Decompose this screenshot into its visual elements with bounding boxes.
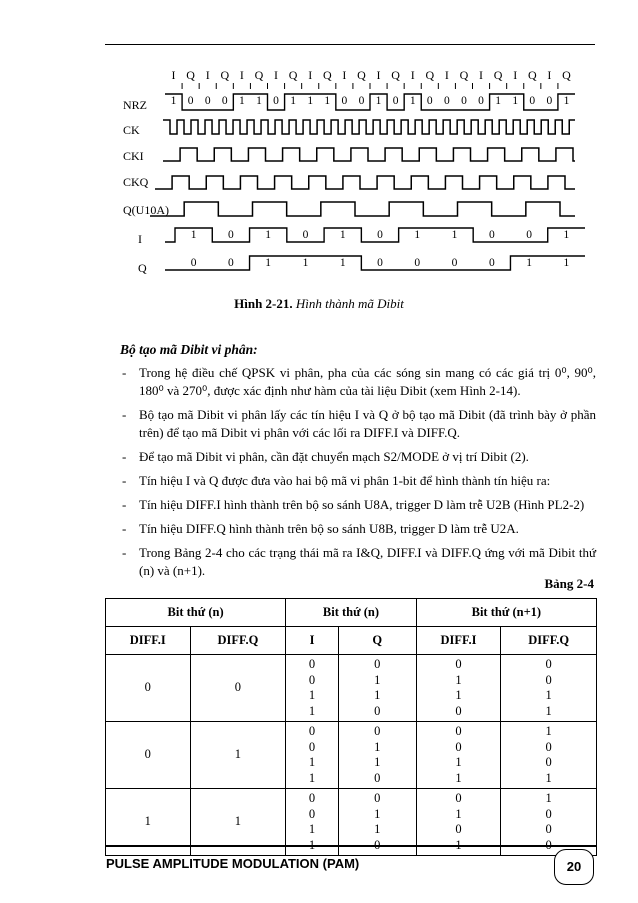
section-title: Bộ tạo mã Dibit vi phân: bbox=[120, 342, 258, 357]
bullet-list bbox=[122, 364, 596, 586]
cell-value: 1 bbox=[308, 770, 316, 785]
i-signal-bit-label: 1 bbox=[265, 229, 272, 241]
i-signal-bit-label: 0 bbox=[302, 229, 309, 241]
bullet-item: - Để tạo mã Dibit vi phân, cần đặt chuyển mạch S2/MODE ở vị trí Dibit (2). bbox=[122, 448, 596, 466]
cell-value: 0 bbox=[374, 791, 381, 805]
group-header: Bit thứ (n) bbox=[106, 599, 286, 627]
cell-value: 0 bbox=[308, 724, 316, 738]
cell-value: 1 bbox=[374, 806, 381, 821]
i-signal-bit-label: 0 bbox=[488, 229, 495, 241]
q-signal-bit-label: 1 bbox=[339, 257, 346, 269]
table-cell bbox=[501, 655, 597, 722]
table-column-header bbox=[106, 627, 597, 655]
table-cell: 0 bbox=[190, 655, 286, 722]
cell-value: 1 bbox=[545, 703, 552, 718]
q-signal-bit-label: 0 bbox=[414, 257, 421, 269]
cell-value: 1 bbox=[455, 806, 462, 821]
cell-value: 0 bbox=[308, 657, 316, 671]
iq-header-label: Q bbox=[459, 68, 469, 82]
cell-value: 0 bbox=[308, 806, 316, 821]
ck-waveform bbox=[163, 120, 575, 134]
iq-header-label: I bbox=[410, 68, 415, 82]
q-signal-bit-label: 0 bbox=[488, 257, 495, 269]
cell-value: 1 bbox=[374, 755, 381, 769]
caption-text: Hình thành mã Dibit bbox=[295, 296, 404, 311]
iq-header-label: I bbox=[376, 68, 381, 82]
signal-label: CKI bbox=[123, 149, 144, 163]
cell-value: 0 bbox=[308, 791, 316, 805]
q-signal-bit-label: 1 bbox=[265, 257, 272, 269]
cell-value: 1 bbox=[455, 837, 462, 852]
iq-header-label: I bbox=[342, 68, 347, 82]
cell-value: 1 bbox=[545, 770, 552, 785]
iq-header-label: I bbox=[479, 68, 484, 82]
q-signal-bit-label: 1 bbox=[526, 257, 532, 269]
cell-value: 1 bbox=[455, 688, 462, 702]
table-group-header bbox=[106, 599, 597, 627]
cell-value: 1 bbox=[308, 688, 316, 702]
bullet-item: - Tín hiệu DIFF.I hình thành trên bộ so sánh U8A, trigger D làm trễ U2B (Hình PL2-2) bbox=[122, 496, 596, 514]
group-header: Bit thứ (n) bbox=[286, 599, 417, 627]
cell-value: 1 bbox=[455, 672, 462, 687]
cell-value: 0 bbox=[455, 657, 462, 671]
cell-value: 0 bbox=[545, 837, 552, 852]
nrz-bit-label: 0 bbox=[221, 95, 228, 107]
cell-value: 1 bbox=[374, 739, 381, 754]
signal-label: I bbox=[138, 232, 142, 246]
iq-header-label: Q bbox=[391, 68, 400, 82]
table-row bbox=[106, 722, 597, 789]
nrz-bit-label: 0 bbox=[358, 95, 365, 107]
cell-value: 0 bbox=[455, 724, 462, 738]
iq-header-label: Q bbox=[186, 68, 195, 82]
q-signal-bit-label: 1 bbox=[302, 257, 309, 269]
cell-value: 1 bbox=[374, 822, 381, 836]
table-cell bbox=[416, 722, 501, 789]
i-signal-bit-label: 1 bbox=[414, 229, 421, 241]
q-signal-bit-label: 0 bbox=[377, 257, 383, 269]
table-cell: 1 bbox=[106, 789, 191, 856]
cell-value: 1 bbox=[308, 755, 316, 769]
column-header: I bbox=[286, 627, 339, 655]
nrz-bit-label: 1 bbox=[256, 95, 262, 107]
caption-label: Hình 2-21. bbox=[234, 296, 293, 311]
bullet-item: - Bộ tạo mã Dibit vi phân lấy các tín hiệu I và Q ở bộ tạo mã Dibit (đã trình bày ở phần trên) để tạo mã Dibit vi phân với các lối ra DIFF.I và DIFF.Q. bbox=[122, 406, 596, 442]
signal-label: Q bbox=[138, 261, 147, 275]
table-cell: 0 bbox=[106, 722, 191, 789]
cell-value: 0 bbox=[455, 703, 462, 718]
cell-value: 1 bbox=[308, 837, 316, 852]
iq-header-label: I bbox=[171, 68, 176, 82]
i-signal-bit-label: 0 bbox=[377, 229, 383, 241]
column-header: Q bbox=[338, 627, 416, 655]
cell-value: 0 bbox=[374, 770, 381, 785]
cell-value: 1 bbox=[374, 672, 381, 687]
nrz-bit-label: 1 bbox=[170, 95, 177, 107]
nrz-bit-label: 0 bbox=[341, 95, 348, 107]
table-cell: 0 bbox=[106, 655, 191, 722]
cell-value: 0 bbox=[545, 657, 552, 671]
nrz-bit-label: 0 bbox=[273, 95, 279, 107]
nrz-bit-label: 0 bbox=[204, 95, 211, 107]
q-signal-bit-label: 0 bbox=[451, 257, 458, 269]
nrz-bit-label: 0 bbox=[546, 95, 553, 107]
signal-label: Q(U10A) bbox=[123, 203, 169, 217]
iq-header-label: Q bbox=[254, 68, 264, 82]
cell-value: 0 bbox=[545, 739, 552, 754]
iq-header-label: Q bbox=[562, 68, 571, 82]
nrz-bit-label: 0 bbox=[478, 95, 484, 107]
iq-header-label: Q bbox=[425, 68, 435, 82]
table-cell bbox=[286, 722, 339, 789]
cell-value: 0 bbox=[308, 739, 316, 754]
nrz-bit-label: 0 bbox=[187, 95, 194, 107]
iq-header-label: Q bbox=[357, 68, 366, 82]
nrz-bit-label: 1 bbox=[512, 95, 519, 107]
nrz-bit-label: 1 bbox=[324, 95, 331, 107]
figure-caption bbox=[0, 296, 638, 312]
iq-header-label: I bbox=[444, 68, 449, 82]
bullet-item: - Trong Bảng 2-4 cho các trạng thái mã ra I&Q, DIFF.I và DIFF.Q ứng với mã Dibit thứ (n) và (n+1). bbox=[122, 544, 596, 580]
iq-header-label: Q bbox=[288, 68, 298, 82]
signal-label: CKQ bbox=[123, 175, 149, 189]
cell-value: 1 bbox=[545, 791, 552, 805]
iq-header-label: Q bbox=[322, 68, 332, 82]
cell-value: 0 bbox=[455, 822, 462, 836]
table-title: Bảng 2-4 bbox=[544, 576, 594, 591]
i-signal-bit-label: 1 bbox=[190, 229, 197, 241]
cell-value: 0 bbox=[545, 755, 552, 769]
iq-header-label: I bbox=[547, 68, 552, 82]
iq-header-label: I bbox=[513, 68, 518, 82]
cell-value: 0 bbox=[374, 837, 381, 852]
cell-value: 0 bbox=[545, 672, 552, 687]
column-header: DIFF.Q bbox=[190, 627, 286, 655]
table-row bbox=[106, 655, 597, 722]
iq-header-label: I bbox=[308, 68, 313, 82]
iq-header-label: Q bbox=[220, 68, 230, 82]
nrz-bit-label: 1 bbox=[307, 95, 314, 107]
table-cell bbox=[338, 722, 416, 789]
ckq-waveform bbox=[155, 176, 575, 189]
cell-value: 0 bbox=[374, 657, 381, 671]
iq-header-label: I bbox=[274, 68, 279, 82]
q-signal-bit-label: 0 bbox=[190, 257, 197, 269]
cell-value: 1 bbox=[455, 755, 462, 769]
state-table bbox=[105, 598, 597, 856]
signal-label: NRZ bbox=[123, 98, 147, 112]
bullet-item: - Trong hệ điều chế QPSK vi phân, pha của các sóng sin mang có các giá trị 0⁰, 90⁰, 180⁰ và 270⁰, được xác định như hàm của tài liệu Dibit (xem Hình 2-14). bbox=[122, 364, 596, 400]
i-signal-bit-label: 0 bbox=[526, 229, 532, 241]
column-header: DIFF.Q bbox=[501, 627, 597, 655]
cki-waveform bbox=[163, 148, 575, 161]
i-signal-bit-label: 0 bbox=[228, 229, 234, 241]
q-signal-bit-label: 1 bbox=[563, 257, 570, 269]
bullet-item: - Tín hiệu I và Q được đưa vào hai bộ mã vi phân 1-bit để hình thành tín hiệu ra: bbox=[122, 472, 596, 490]
table-cell: 1 bbox=[190, 722, 286, 789]
cell-value: 0 bbox=[308, 672, 316, 687]
footer-rule bbox=[105, 845, 597, 847]
table-cell bbox=[338, 655, 416, 722]
table-cell bbox=[286, 655, 339, 722]
iq-header-label: I bbox=[239, 68, 244, 82]
nrz-bit-label: 1 bbox=[375, 95, 382, 107]
cell-value: 0 bbox=[455, 791, 462, 805]
page-number: 20 bbox=[554, 849, 594, 885]
cell-value: 0 bbox=[545, 822, 552, 836]
nrz-bit-label: 0 bbox=[529, 95, 536, 107]
group-header: Bit thứ (n+1) bbox=[416, 599, 596, 627]
q-signal-bit-label: 0 bbox=[228, 257, 234, 269]
cell-value: 1 bbox=[308, 703, 316, 718]
cell-value: 1 bbox=[455, 770, 462, 785]
footer-title: PULSE AMPLITUDE MODULATION (PAM) bbox=[106, 856, 360, 871]
cell-value: 0 bbox=[374, 703, 381, 718]
dibit-timing-diagram bbox=[0, 0, 638, 290]
q-u10a-waveform bbox=[150, 202, 575, 216]
nrz-bit-label: 1 bbox=[563, 95, 570, 107]
nrz-bit-label: 1 bbox=[239, 95, 245, 107]
nrz-bit-label: 0 bbox=[426, 95, 433, 107]
bullet-item: - Tín hiệu DIFF.Q hình thành trên bộ so sánh U8B, trigger D làm trễ U2A. bbox=[122, 520, 596, 538]
signal-label: CK bbox=[123, 123, 140, 137]
nrz-bit-label: 0 bbox=[461, 95, 467, 107]
iq-header-label: Q bbox=[527, 68, 537, 82]
table-cell: 1 bbox=[190, 789, 286, 856]
iq-header-label: Q bbox=[493, 68, 503, 82]
i-signal-bit-label: 1 bbox=[563, 229, 570, 241]
i-signal-bit-label: 1 bbox=[339, 229, 346, 241]
cell-value: 1 bbox=[374, 688, 381, 702]
cell-value: 0 bbox=[455, 739, 462, 754]
cell-value: 1 bbox=[308, 822, 316, 836]
nrz-bit-label: 0 bbox=[444, 95, 450, 107]
nrz-bit-label: 0 bbox=[392, 95, 399, 107]
nrz-bit-label: 1 bbox=[495, 95, 501, 107]
nrz-bit-label: 1 bbox=[290, 95, 296, 107]
cell-value: 1 bbox=[545, 688, 552, 702]
iq-header-label: I bbox=[205, 68, 210, 82]
table-cell bbox=[501, 722, 597, 789]
cell-value: 1 bbox=[545, 724, 552, 738]
column-header: DIFF.I bbox=[106, 627, 191, 655]
column-header: DIFF.I bbox=[416, 627, 501, 655]
nrz-bit-label: 1 bbox=[409, 95, 416, 107]
cell-value: 0 bbox=[374, 724, 381, 738]
table-cell bbox=[416, 655, 501, 722]
cell-value: 0 bbox=[545, 806, 552, 821]
i-signal-bit-label: 1 bbox=[451, 229, 458, 241]
